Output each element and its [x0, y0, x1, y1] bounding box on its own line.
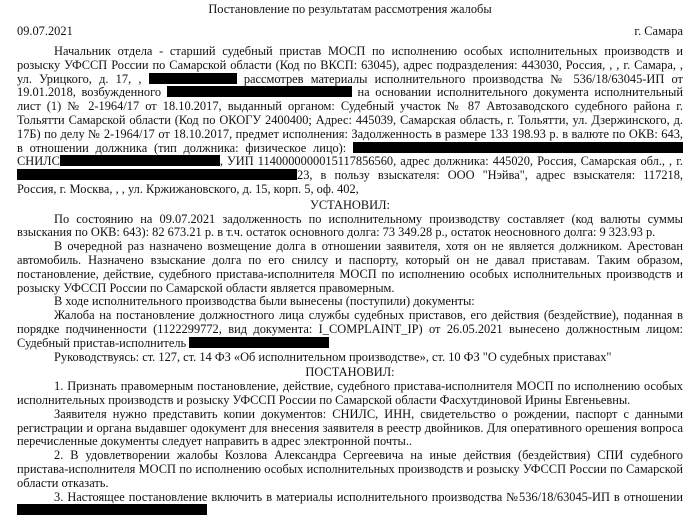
heading-postanovil: ПОСТАНОВИЛ:	[305, 365, 395, 380]
intro-part-e: , УИП 1140000000015117856560, адрес должника: 445020, Россия, Самарская обл., , г.	[219, 154, 683, 169]
paragraph-required-documents: Заявителя нужно представить копии документов: СНИЛС, ИНН, свидетельство о рождении, паспорт с данными регистрации и органа выдавшег одокумент для внесения заявителя в реестр двойников. Для оперативного орешения вопроса перечисленные документы следует направить в адрес электронной почты..	[17, 406, 683, 449]
intro-part-a: Начальник отдела - старший судебный пристав МОСП по исполнению особых исполнительных производств и розыску УФССП России по Самарской области (Код по ВКСП: 63045), адрес подразделения: 443030, Россия, , , г. Самара, , ул. Урицкого, д. 17, ,	[17, 44, 683, 86]
paragraph-decision-3	[17, 491, 683, 519]
document-city: г. Самара	[634, 24, 683, 38]
paragraph-documents: В ходе исполнительного производства были вынесены (поступили) документы:	[54, 294, 475, 309]
intro-part-f: 23, в пользу взыскателя: ООО "Нэйва", адрес взыскателя: 117218, Россия, г. Москва, , , ул. Кржижановского, д. 15, корп. 5, оф. 402,	[17, 168, 683, 196]
document-date: 09.07.2021	[17, 24, 73, 38]
paragraph-debt: По состоянию на 09.07.2021 задолженность по исполнительному производству составляет (код валюты суммы взыскания по ОКВ: 643): 82 673.21 р. в т.ч. остаток основного долга: 73 349.28 р., остаток неосновного долга: 9 323.93 р.	[17, 211, 683, 240]
complaint-text: Жалоба на постановление должностного лица службы судебных приставов, его действия (бездействие), поданная в порядке подчиненности (1122299772, вид документа: I_COMPLAINT_IP) от 26.05.2021 вынесено должностным лицом: Судебный пристав-исполнитель	[17, 308, 683, 350]
decision-3-text: 3. Настоящее постановление включить в материалы исполнительного производства №536/18/63045-ИП в отношении	[54, 489, 683, 504]
redaction-bar	[60, 155, 220, 166]
paragraph-complaint-reason: В очередной раз назначено возмещение долга в отношении заявителя, хотя он не является должником. Арестован автомобиль. Назначено взыскание долга по его снилсу и паспорту, который он не давал приставам. Таким образом, постановление, действие, судебного пристава-исполнителя МОСП по исполнению особых исполнительных производств и розыску УФССП России по Самарской области является правомерным.	[17, 239, 683, 295]
intro-part-d: СНИЛС	[17, 154, 60, 169]
date-line	[17, 25, 683, 45]
redaction-bar	[189, 337, 329, 348]
document-title: Постановление по результатам рассмотрения жалобы	[208, 2, 492, 16]
paragraph-decision-2: 2. В удовлетворении жалобы Козлова Александра Сергеевича на иные действия (бездействия) СПИ судебного пристава-исполнителя МОСП по исполнению особых исполнительных производств и розыску УФССП России по Самарской области отказать.	[17, 448, 683, 490]
redaction-bar	[17, 169, 297, 180]
redaction-bar	[149, 73, 237, 84]
heading-ustanovil: УСТАНОВИЛ:	[310, 197, 390, 212]
redaction-bar	[353, 142, 683, 153]
paragraph-decision-1: 1. Признать правомерным постановление, действие, судебного пристава-исполнителя МОСП по исполнению особых исполнительных производств и розыску УФССП России по Самарской области Фасхутдиновой Ирины Евгеньевны.	[17, 379, 683, 407]
paragraph-legal-basis: Руководствуясь: ст. 127, ст. 14 ФЗ «Об исполнительном производстве», ст. 10 ФЗ "О судебных приставах"	[54, 349, 612, 364]
intro-part-b: рассмотрев материалы исполнительного производства № 536/18/63045-ИП от 19.01.2018, возбужденного	[17, 71, 683, 100]
paragraph-complaint	[17, 309, 683, 350]
redaction-bar	[167, 86, 352, 97]
document	[17, 2, 683, 518]
redaction-bar	[17, 504, 207, 515]
intro-part-c: на основании исполнительного документа исполнительный лист (1) № 2-1964/17 от 18.10.2017, выданный органом: Судебный участок № 87 Автозаводского судебного района г. Тольятти Самарской области (Код по ОКОГУ 2400400; Адрес: 445039, Самарская область, г. Тольятти, ул. Дзержинского, д. 17Б) по делу № 2-1964/17 от 18.10.2017, предмет исполнения: Задолженность в размере 133 198.93 р. в валюте по ОКВ: 643, в отношении должника (тип должника: физическое лицо):	[17, 85, 683, 155]
paragraph-intro	[17, 45, 683, 197]
